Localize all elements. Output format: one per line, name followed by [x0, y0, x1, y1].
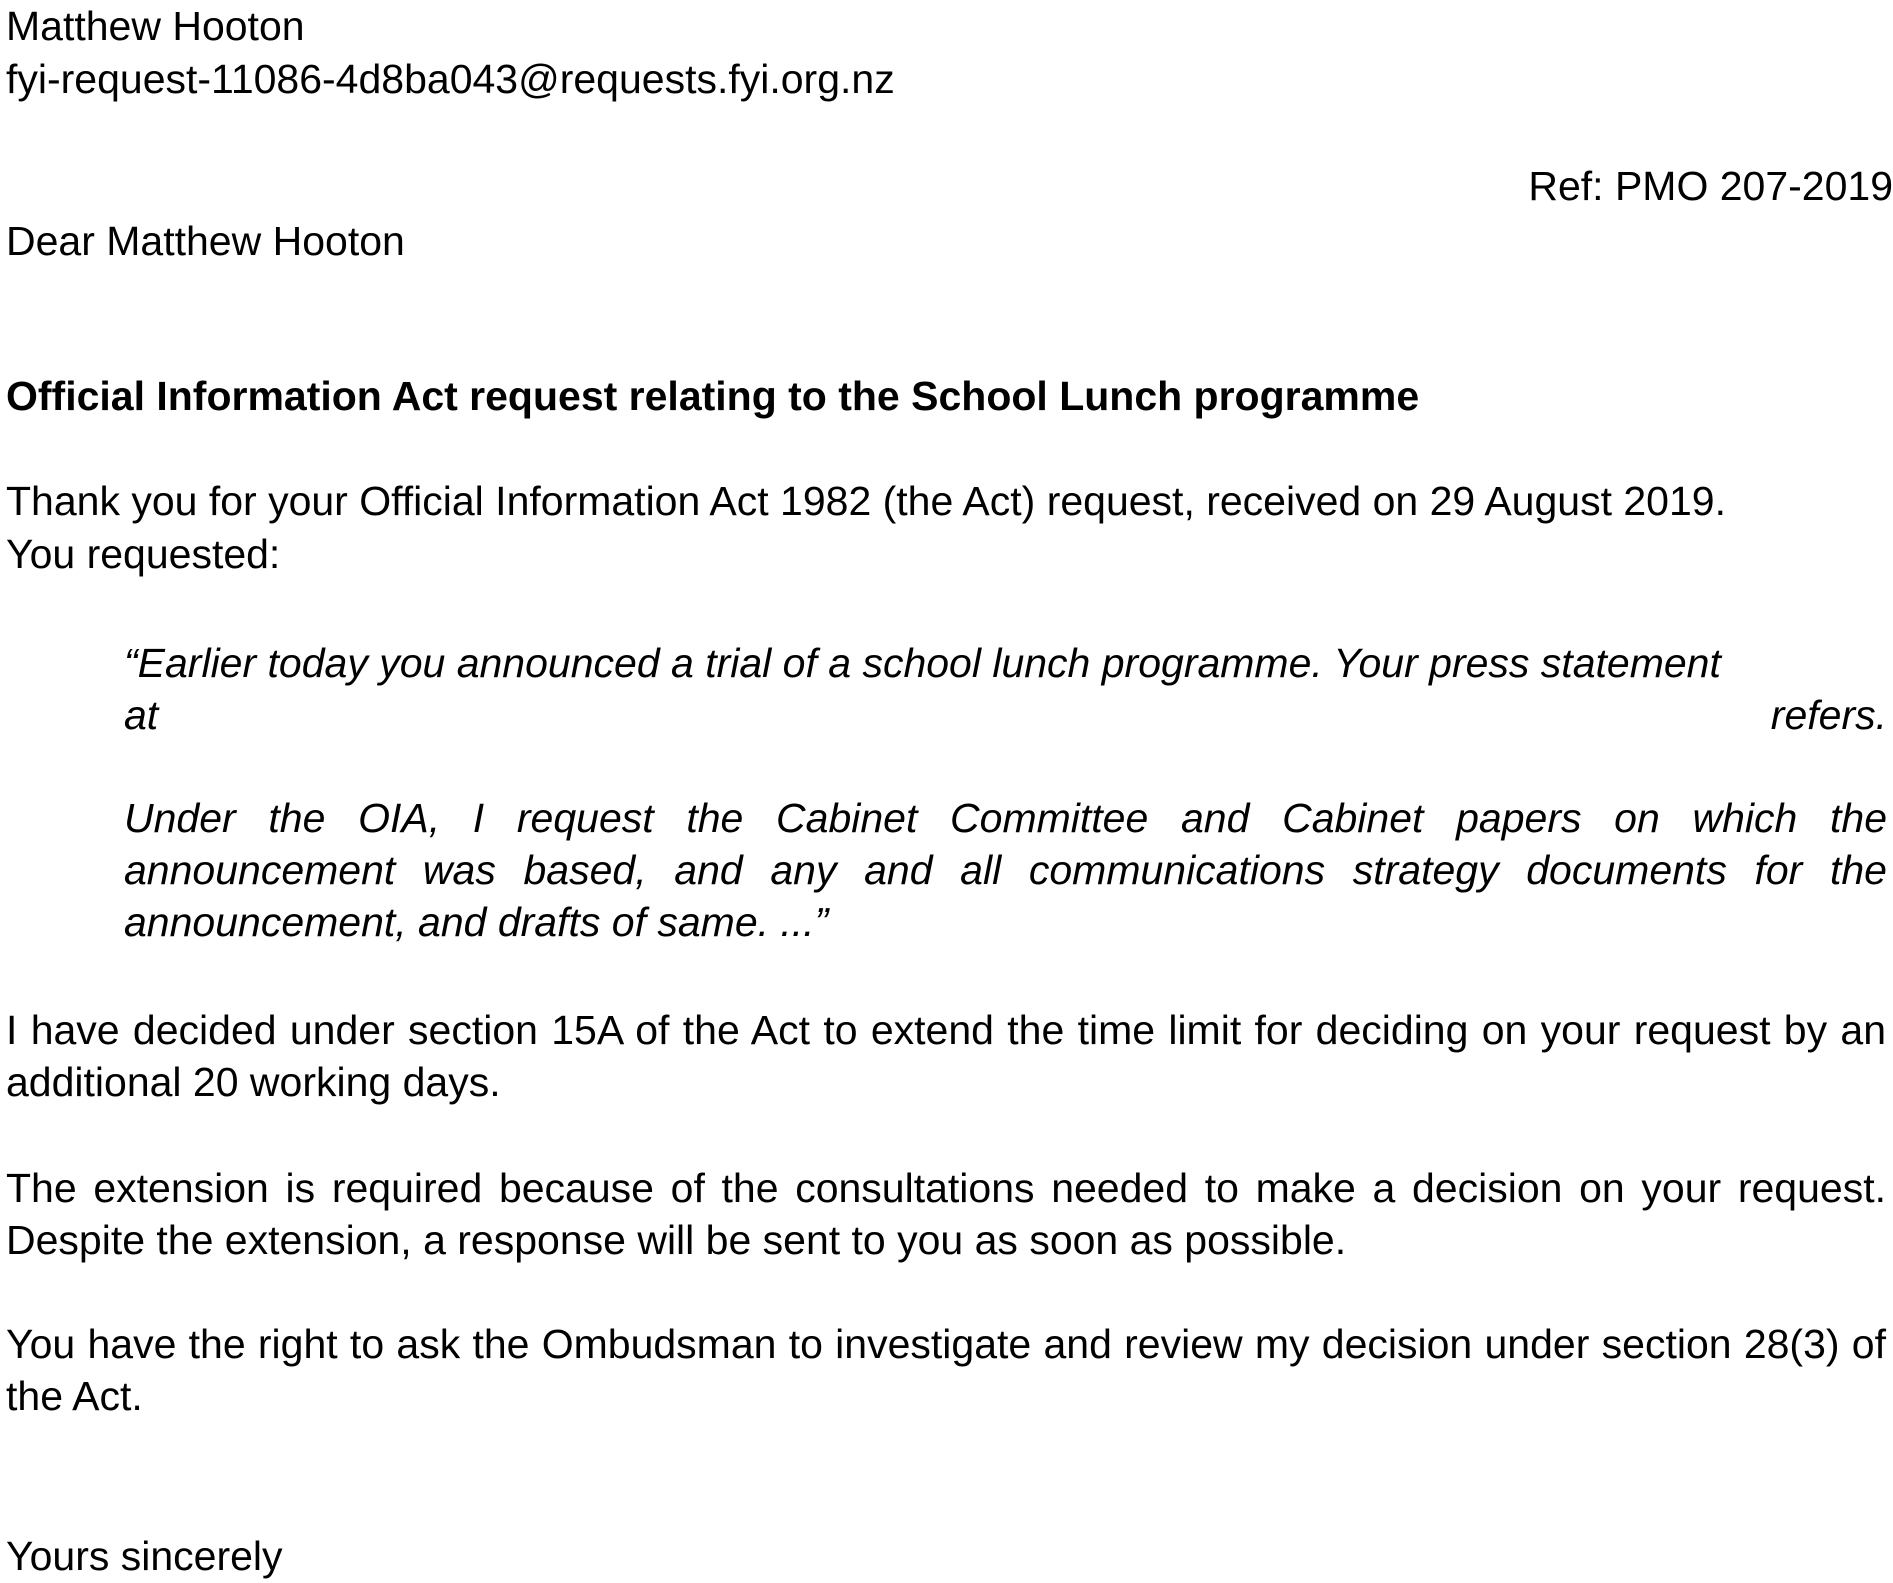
recipient-email: fyi-request-11086-4d8ba043@requests.fyi.org.nz: [6, 56, 895, 102]
reason-paragraph: The extension is required because of the consultations needed to make a decision on your request. Despite the extension, a response will be sent to you as soon as possible.: [6, 1165, 1886, 1263]
quote-line-1: “Earlier today you announced a trial of a school lunch programme. Your press statement: [124, 640, 1721, 686]
quote-line-2-end: refers.: [1770, 692, 1887, 738]
quote-line-2: [124, 689, 1887, 741]
quoted-request-para-1: [124, 637, 1887, 741]
intro-line-2: You requested:: [6, 531, 281, 577]
quoted-request-para-2: Under the OIA, I request the Cabinet Committee and Cabinet papers on which the announcement was based, and any and all communications strategy documents for the announcement, and drafts of same. ...”: [124, 795, 1887, 945]
decision-paragraph: I have decided under section 15A of the Act to extend the time limit for deciding on your request by an additional 20 working days.: [6, 1007, 1886, 1105]
rights-paragraph: You have the right to ask the Ombudsman to investigate and review my decision under section 28(3) of the Act.: [6, 1321, 1886, 1419]
reference-number: Ref: PMO 207-2019: [1528, 163, 1893, 209]
closing: Yours sincerely: [6, 1533, 283, 1579]
salutation: Dear Matthew Hooton: [6, 218, 405, 264]
recipient-name: Matthew Hooton: [6, 3, 305, 49]
subject-heading: Official Information Act request relating to the School Lunch programme: [6, 373, 1420, 419]
intro-line-1: Thank you for your Official Information Act 1982 (the Act) request, received on 29 August 2019.: [6, 478, 1726, 524]
quote-line-2-start: at: [124, 692, 159, 738]
